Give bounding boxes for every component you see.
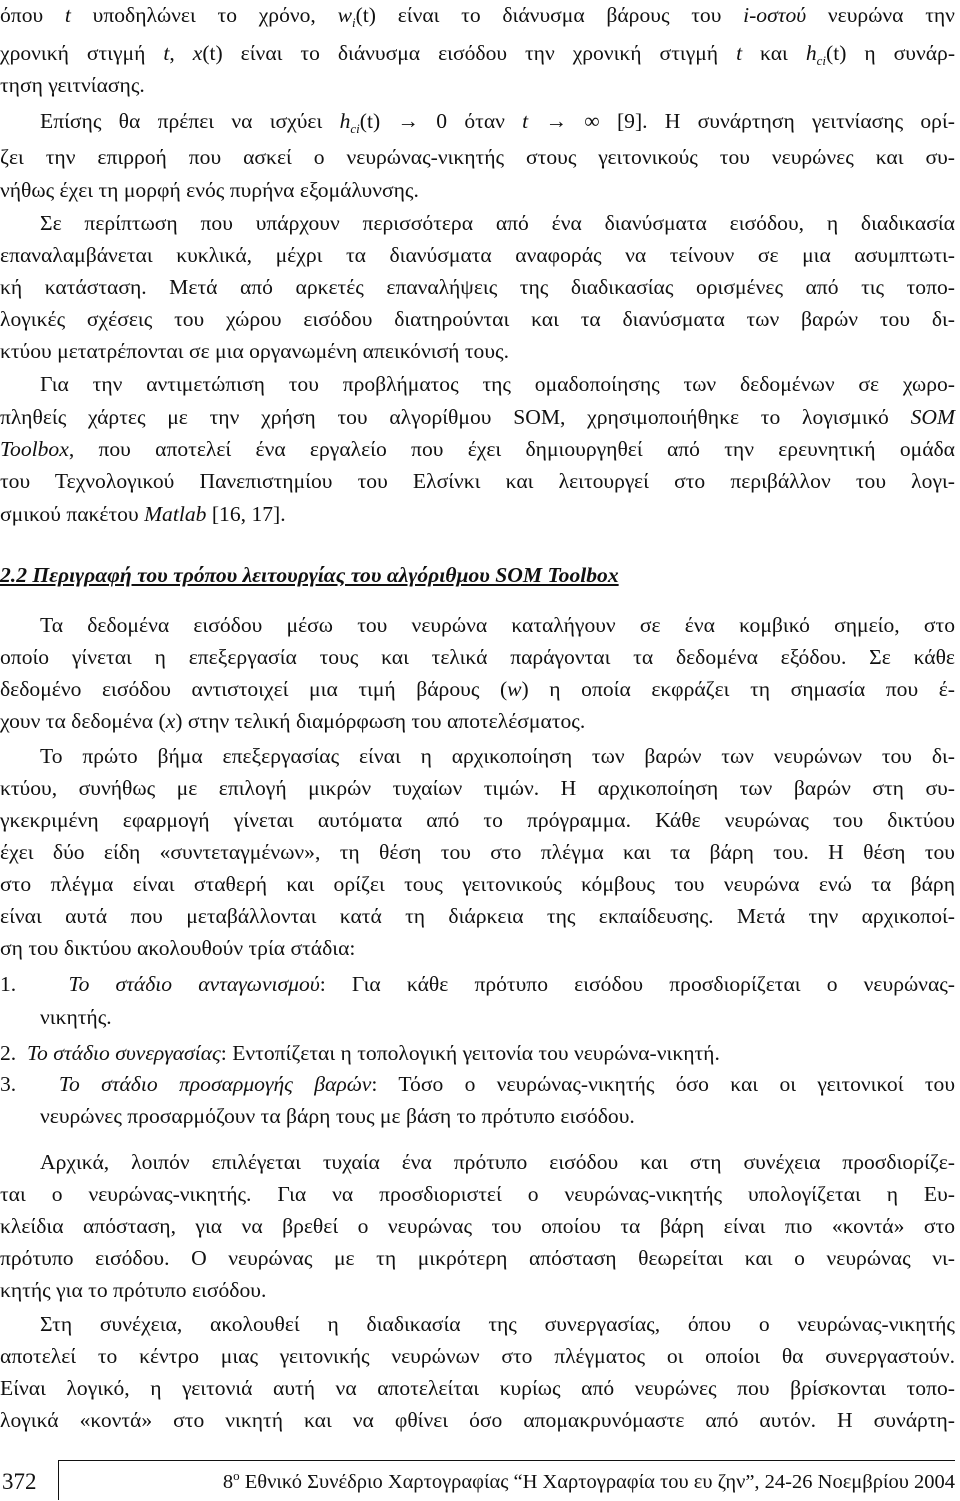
footer-rule bbox=[58, 1460, 955, 1461]
text-line: στο πλέγμα είναι σταθερή και ορίζει τους γειτονικούς κόμβους του νευρώνα ενώ τα βάρη bbox=[0, 872, 955, 896]
text-line: Τα δεδομένα εισόδου μέσω του νευρώνα καταλήγουν σε ένα κομβικό σημείο, στο bbox=[40, 613, 955, 637]
page-number: 372 bbox=[2, 1469, 37, 1494]
text-line: Το πρώτο βήμα επεξεργασίας είναι η αρχικοποίηση των βαρών των νευρώνων του δι- bbox=[40, 744, 955, 768]
text-line: λογικά «κοντά» στο νικητή και να φθίνει όσο απομακρυνόμαστε από αυτόν. Η συνάρτη- bbox=[0, 1408, 955, 1432]
text-line: Toolbox, που αποτελεί ένα εργαλείο που έχει δημιουργηθεί από την ερευνητική ομάδα bbox=[0, 437, 955, 461]
text-line: πληθείς χάρτες με την χρήση του αλγορίθμου SOM, χρησιμοποιήθηκε το λογισμικό SOM bbox=[0, 405, 955, 429]
text-line: κητής για το πρότυπο εισόδου. bbox=[0, 1278, 267, 1302]
text-line: χρονική στιγμή t, x(t) είναι το διάνυσμα εισόδου την χρονική στιγμή t και $h_{ci}(t)$ η συνάρ- bbox=[0, 41, 956, 68]
text-line: του Τεχνολογικού Πανεπιστημίου του Ελσίνκι και λειτουργεί στο περιβάλλον του λογι- bbox=[0, 469, 955, 493]
list-item-continuation: νικητής. bbox=[40, 1005, 112, 1029]
text-line: πρότυπο εισόδου. Ο νευρώνας με τη μικρότερη απόσταση θεωρείται και ο νευρώνας νι- bbox=[0, 1246, 955, 1270]
text-line: είναι αυτά που μεταβάλλονται κατά τη διάρκεια της εκπαίδευσης. Μετά την αρχικοποί- bbox=[0, 904, 955, 928]
text-line: έχει δύο είδη «συντεταγμένων», τη θέση του στο πλέγμα και τα βάρη του. Η θέση του bbox=[0, 840, 955, 864]
list-item: 3. Το στάδιο προσαρμογής βαρών: Τόσο ο νευρώνας-νικητής όσο και οι γειτονικοί του bbox=[0, 1072, 956, 1096]
list-item-continuation: νευρώνες προσαρμόζουν τα βάρη τους με βάση το πρότυπο εισόδου. bbox=[40, 1104, 635, 1128]
text-line: κτύου, συνήθως με επιλογή μικρών τυχαίων τιμών. Η αρχικοποίηση των βαρών στη συ- bbox=[0, 776, 955, 800]
text-line: οποίο γίνεται η επεξεργασία τους και τελικά παράγονται τα δεδομένα εξόδου. Σε κάθε bbox=[0, 645, 955, 669]
text-line: ζει την επιρροή που ασκεί ο νευρώνας-νικητής στους γειτονικούς του νευρώνες και συ- bbox=[0, 145, 955, 169]
footer-conference: $8^o$ Εθνικό Συνέδριο Χαρτογραφίας “Η Χαρτογραφία του ευ ζην”, 24-26 Νοεμβρίου 2004 bbox=[222, 1468, 955, 1493]
text-line: κή κατάσταση. Μετά από αρκετές επαναλήψεις της διαδικασίας ορισμένες από τις τοπο- bbox=[0, 275, 955, 299]
text-line: Αρχικά, λοιπόν επιλέγεται τυχαία ένα πρότυπο εισόδου και στη συνέχεια προσδιορίζε- bbox=[40, 1150, 955, 1174]
list-item: 2. Το στάδιο συνεργασίας: Εντοπίζεται η τοπολογική γειτονία του νευρώνα-νικητή. bbox=[0, 1041, 720, 1065]
text-line: ση του δικτύου ακολουθούν τρία στάδια: bbox=[0, 936, 356, 960]
text-line: Σε περίπτωση που υπάρχουν περισσότερα από ένα διανύσματα εισόδου, η διαδικασία bbox=[40, 211, 955, 235]
text-line: σμικού πακέτου Matlab [16, 17]. bbox=[0, 502, 286, 526]
text-line: κλείδια απόσταση, για να βρεθεί ο νευρώνας του οποίου τα βάρη είναι πιο «κοντά» στο bbox=[0, 1214, 955, 1238]
text-line: γκεκριμένη εφαρμογή γίνεται αυτόματα από το πρόγραμμα. Κάθε νευρώνας του δικτύου bbox=[0, 808, 955, 832]
text-line: αποτελεί το κέντρο μιας γειτονικής νευρώνων στο πλέγματος οι οποίοι θα συνεργαστούν. bbox=[0, 1344, 955, 1368]
text-line: επαναλαμβάνεται κυκλικά, μέχρι τα διανύσματα αναφοράς να τείνουν σε μια ασυμπτωτι- bbox=[0, 243, 955, 267]
text-line: Στη συνέχεια, ακολουθεί η διαδικασία της συνεργασίας, όπου ο νευρώνας-νικητής bbox=[40, 1312, 955, 1336]
text-line: νήθως έχει τη μορφή ενός πυρήνα εξομάλυνσης. bbox=[0, 178, 419, 202]
text-line: δεδομένο εισόδου αντιστοιχεί μια τιμή βάρους (w) η οποία εκφράζει τη σημασία που έ- bbox=[0, 677, 955, 701]
footer-separator bbox=[58, 1460, 59, 1500]
text-line: κτύου μετατρέπονται σε μια οργανωμένη απεικόνισή τους. bbox=[0, 339, 509, 363]
text-line: Είναι λογικό, η γειτονιά αυτή να αποτελείται κυρίως από νευρώνες που βρίσκονται τοπο- bbox=[0, 1376, 955, 1400]
text-line: όπου t υποδηλώνει το χρόνο, $w_i(t)$ είναι το διάνυσμα βάρους του i-οστού νευρώνα την bbox=[0, 3, 955, 30]
text-line: χουν τα δεδομένα (x) στην τελική διαμόρφωση του αποτελέσματος. bbox=[0, 709, 586, 733]
text-line: τηση γειτνίασης. bbox=[0, 73, 145, 97]
text-line: ται ο νευρώνας-νικητής. Για να προσδιοριστεί ο νευρώνας-νικητής υπολογίζεται η Ευ- bbox=[0, 1182, 955, 1206]
text-line: λογικές σχέσεις του χώρου εισόδου διατηρούνται και τα διανύσματα των βαρών του δι- bbox=[0, 307, 955, 331]
text-line: Για την αντιμετώπιση του προβλήματος της ομαδοποίησης των δεδομένων σε χωρο- bbox=[40, 372, 955, 396]
text-line: Επίσης θα πρέπει να ισχύει $h_{ci}(t) \to 0$ όταν t → ∞ [9]. Η συνάρτηση γειτνίασης ορί- bbox=[40, 109, 955, 136]
section-heading: 2.2 Περιγραφή του τρόπου λειτουργίας του αλγόριθμου SOM Toolbox bbox=[0, 563, 619, 587]
list-item: 1. Το στάδιο ανταγωνισμού: Για κάθε πρότυπο εισόδου προσδιορίζεται ο νευρώνας- bbox=[0, 972, 955, 996]
